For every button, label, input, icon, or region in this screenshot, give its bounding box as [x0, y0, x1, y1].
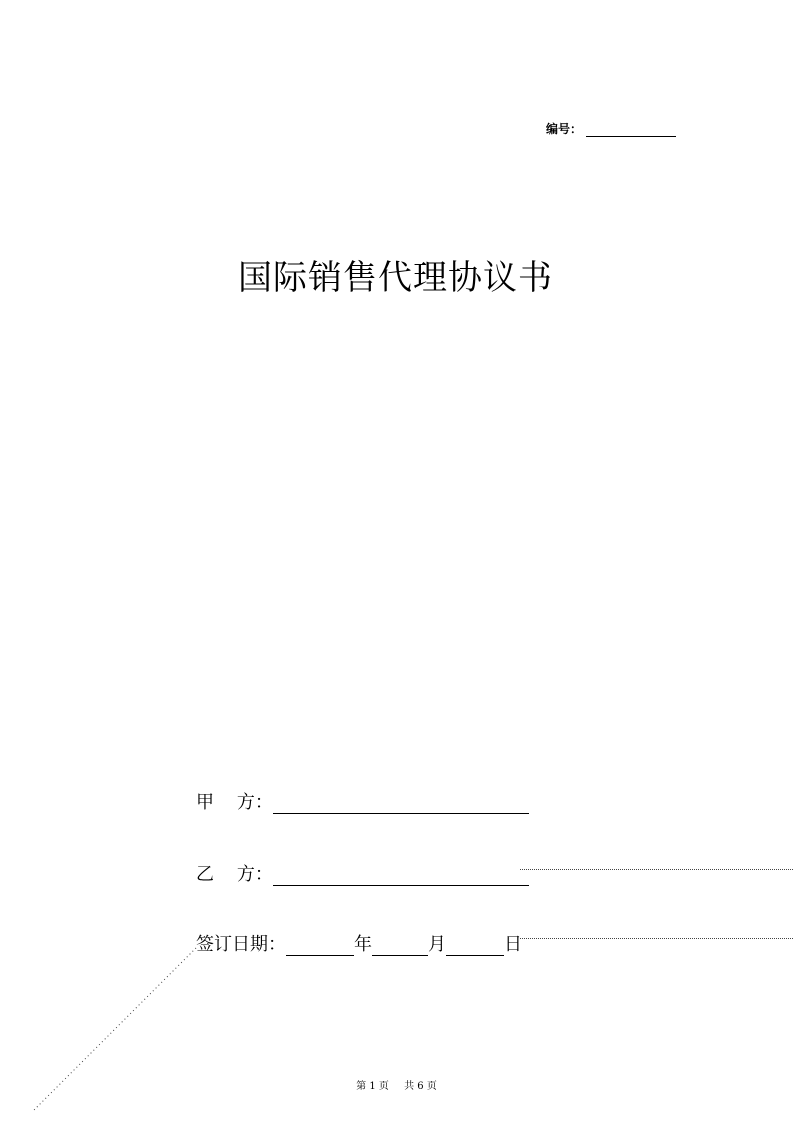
day-label: 日: [504, 934, 522, 955]
year-label: 年: [354, 934, 372, 955]
document-title: 国际销售代理协议书: [238, 258, 553, 298]
date-label: 签订日期：: [196, 934, 286, 955]
party-a-label: 甲 方：: [196, 792, 273, 813]
page-footer: [0, 1077, 793, 1092]
month-label: 月: [428, 934, 446, 955]
serial-label: 编号：: [546, 122, 583, 136]
page-total: 共 6 页: [404, 1081, 437, 1092]
party-b-label: 乙 方：: [196, 864, 273, 885]
page-number: 第 1 页: [356, 1081, 389, 1092]
